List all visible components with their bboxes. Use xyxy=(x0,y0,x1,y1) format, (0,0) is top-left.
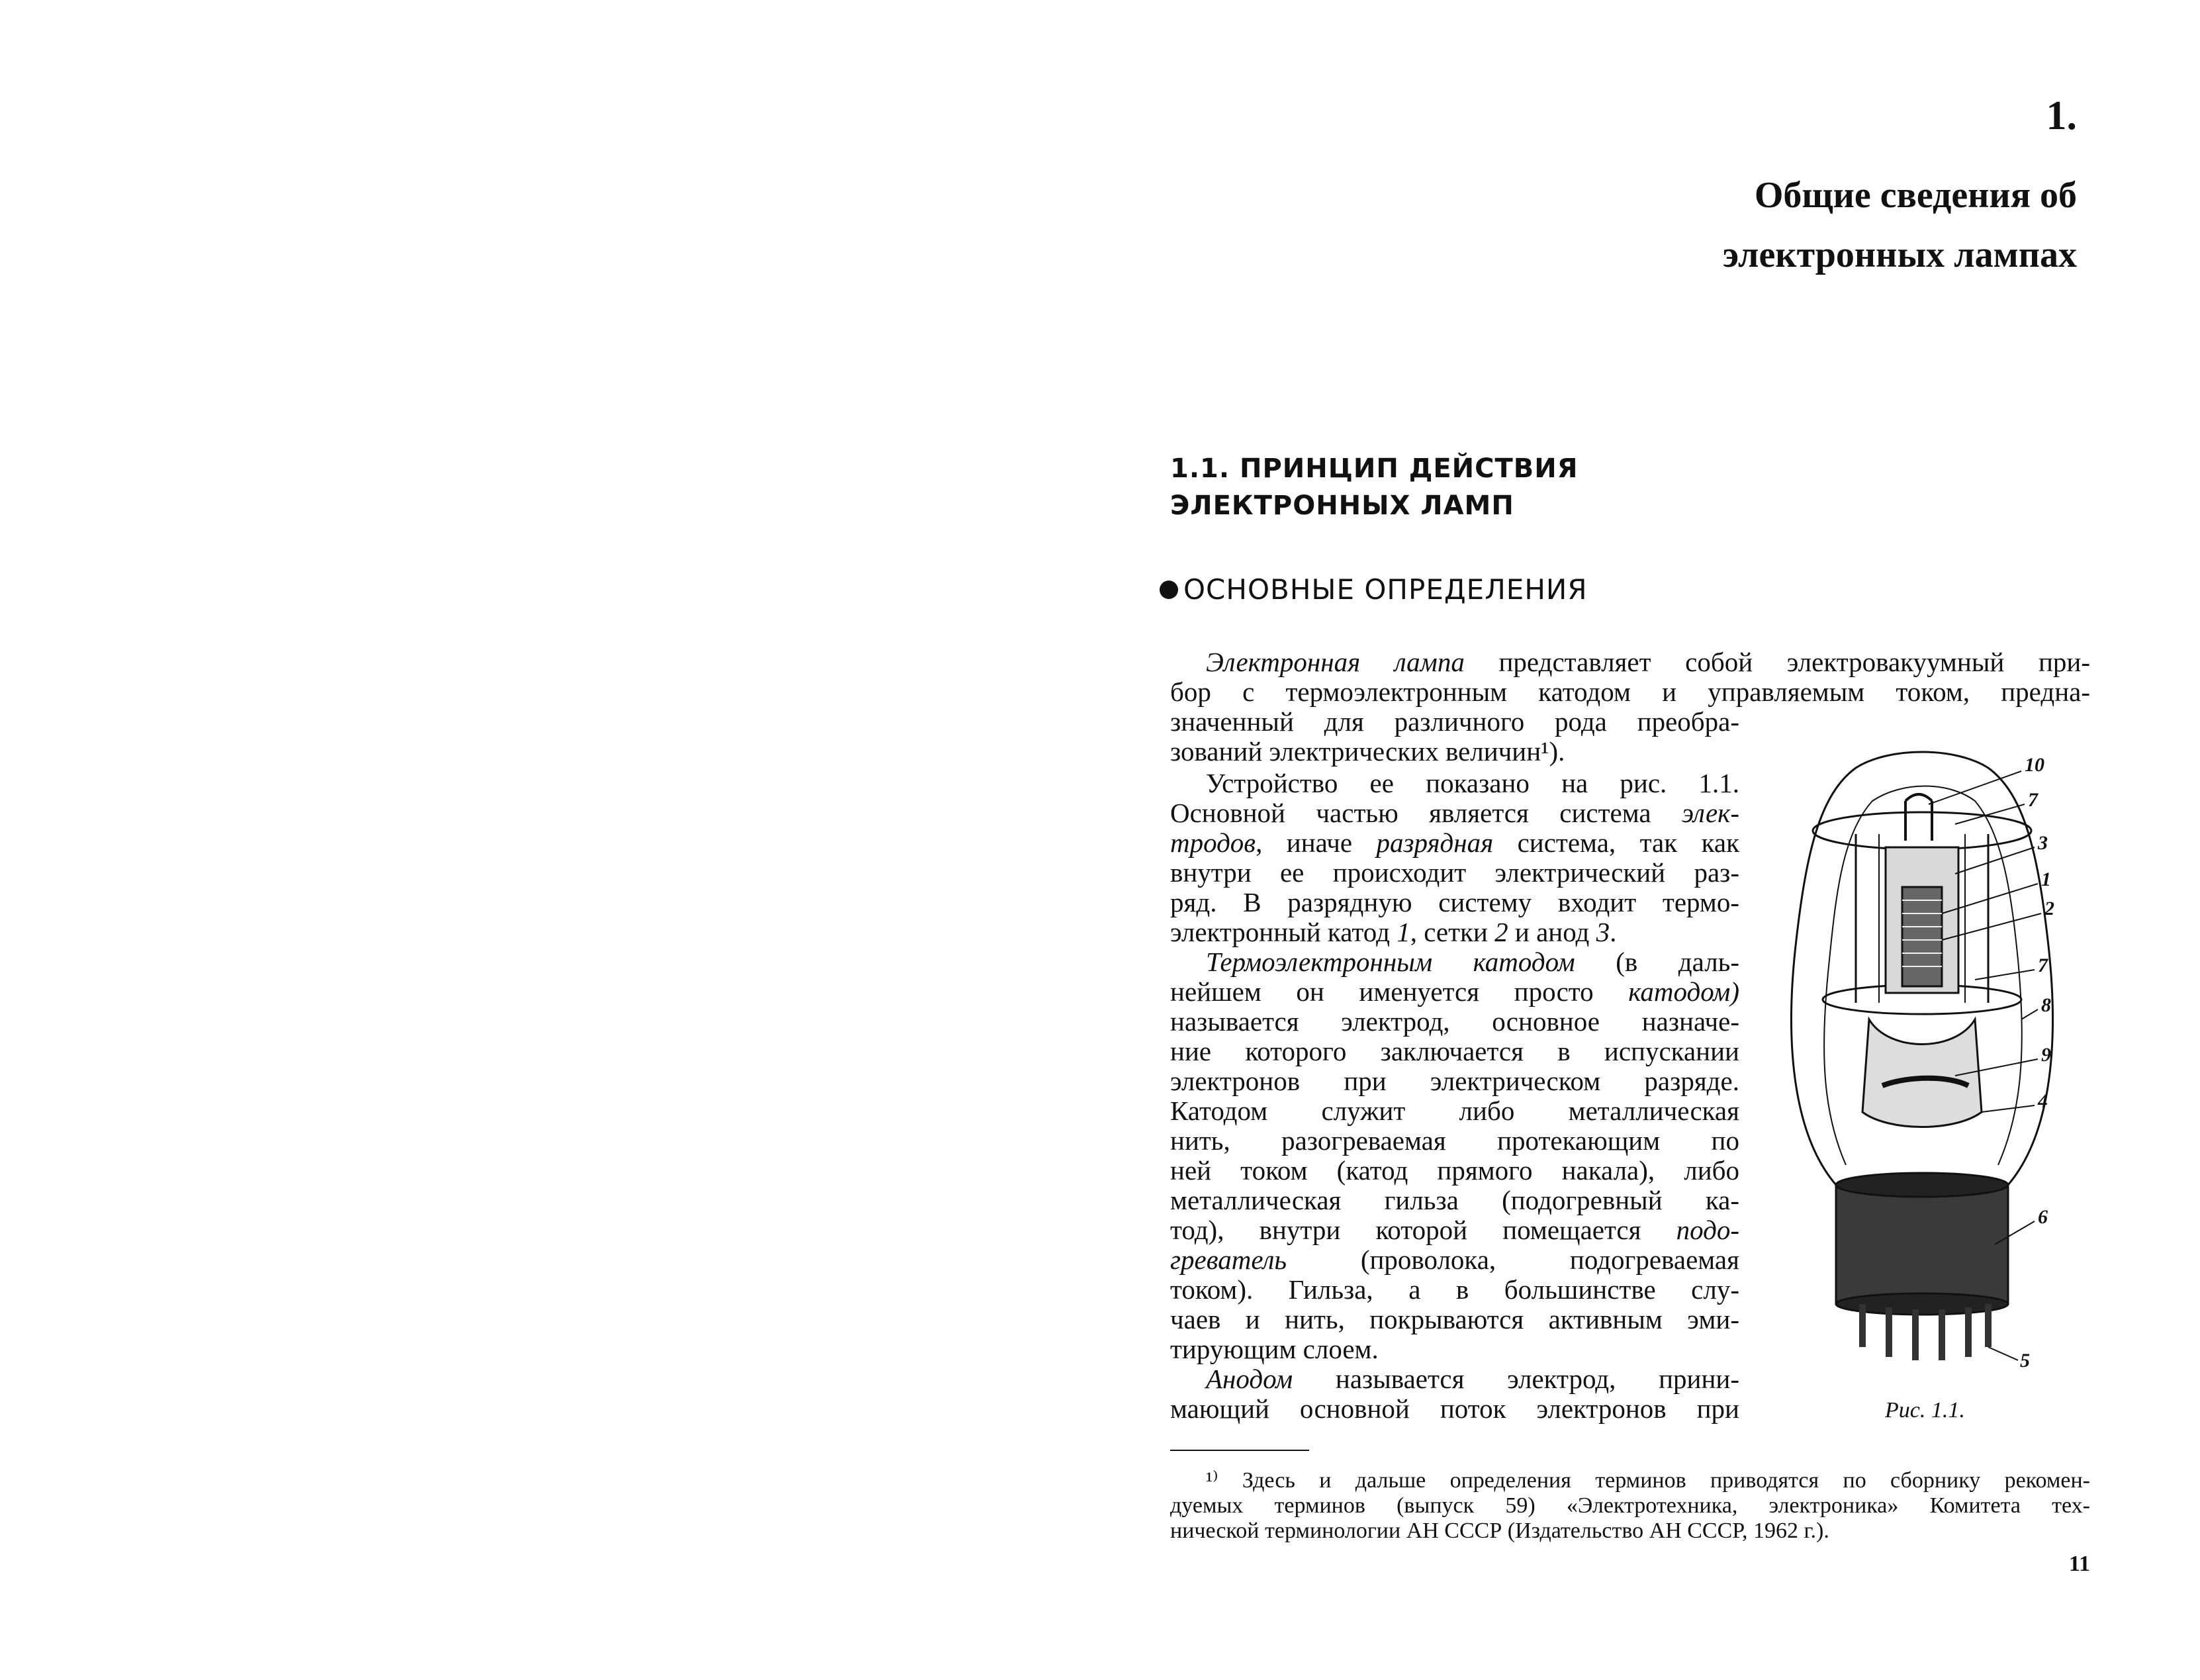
footnote-line: дуемых терминов (выпуск 59) «Электротехника, электроника» Комитета тех- xyxy=(1170,1493,2090,1518)
text-line xyxy=(1170,1364,1739,1394)
section-title xyxy=(1170,450,1579,524)
text-line: Катодом служит либо металлическая xyxy=(1170,1096,1739,1126)
label-9: 9 xyxy=(2041,1044,2051,1066)
text-span: представляет собой электровакуумный при- xyxy=(1464,647,2090,677)
text-line: называется электрод, основное назначе- xyxy=(1170,1006,1739,1037)
chapter-title xyxy=(1481,165,2077,285)
text-line: электронов при электрическом разряде. xyxy=(1170,1066,1739,1096)
text-span: , иначе xyxy=(1256,827,1377,858)
subsection-heading xyxy=(1160,573,1588,606)
section-title-line-1: 1.1. ПРИНЦИП ДЕЙСТВИЯ xyxy=(1170,453,1579,484)
tube-base xyxy=(1836,1185,2008,1304)
text-line xyxy=(1170,1215,1739,1245)
chapter-number: 1. xyxy=(2046,93,2077,138)
text-span: , сетки xyxy=(1410,917,1495,947)
text-line xyxy=(1170,828,1739,858)
page-number: 11 xyxy=(2068,1552,2090,1576)
text-line xyxy=(1170,917,1739,947)
text-line xyxy=(1170,947,1739,977)
text-line: значенный для различного рода преобра- xyxy=(1170,706,1739,737)
label-2: 2 xyxy=(2044,898,2054,919)
text-line: внутри ее происходит электрический раз- xyxy=(1170,857,1739,888)
figure-caption: Рис. 1.1. xyxy=(1885,1398,1965,1423)
top-mica xyxy=(1813,812,2031,849)
label-1: 1 xyxy=(2041,868,2051,890)
text-line: Устройство ее показано на рис. 1.1. xyxy=(1206,768,1739,798)
term-anode: Анодом xyxy=(1206,1364,1293,1394)
text-line xyxy=(1170,977,1739,1007)
footnote-line: нической терминологии АН СССР (Издательство АН СССР, 1962 г.). xyxy=(1170,1518,1829,1543)
bullet-icon xyxy=(1160,581,1178,599)
text-line: тирующим слоем. xyxy=(1170,1334,1379,1364)
text-span: (проволока, подогреваемая xyxy=(1287,1244,1739,1275)
term-discharge: разрядная xyxy=(1376,827,1494,858)
label-8: 8 xyxy=(2041,994,2051,1016)
text-span: Основной частью является система xyxy=(1170,798,1682,828)
label-7a: 7 xyxy=(2028,789,2038,811)
grid xyxy=(1902,887,1942,986)
footnote-divider xyxy=(1170,1450,1309,1451)
chapter-title-line-1: Общие сведения об xyxy=(1754,175,2077,216)
text-line: ряд. В разрядную систему входит термо- xyxy=(1170,887,1739,917)
top-clip xyxy=(1905,794,1932,841)
term-electrodes: элек- xyxy=(1682,798,1739,828)
vacuum-tube-figure xyxy=(1757,741,2087,1377)
text-line: мающий основной поток электронов при xyxy=(1170,1393,1739,1424)
text-span: (в даль- xyxy=(1575,947,1740,977)
label-4: 4 xyxy=(2038,1090,2048,1112)
footnote-line: ¹⁾ Здесь и дальше определения терминов приводятся по сборнику рекомен- xyxy=(1206,1468,2090,1493)
ref-number: 2 xyxy=(1494,917,1508,947)
term-thermionic-cathode: Термоэлектронным катодом xyxy=(1206,947,1575,977)
label-6: 6 xyxy=(2038,1206,2048,1228)
text-span: тод), внутри которой помещается xyxy=(1170,1215,1676,1245)
text-line: чаев и нить, покрываются активным эми- xyxy=(1170,1304,1739,1334)
ref-number: 1 xyxy=(1397,917,1410,947)
text-line: металлическая гильза (подогревный ка- xyxy=(1170,1185,1739,1215)
label-10: 10 xyxy=(2025,754,2044,776)
stem-press xyxy=(1862,1019,1982,1127)
chapter-title-line-2: электронных лампах xyxy=(1722,234,2077,275)
text-line: бор с термоэлектронным катодом и управляемым током, предна- xyxy=(1170,677,2090,707)
term-electrodes-end: тродов xyxy=(1170,827,1256,858)
text-span: и анод xyxy=(1508,917,1596,947)
text-line: ние которого заключается в испускании xyxy=(1170,1036,1739,1066)
text-line xyxy=(1170,1245,1739,1275)
text-span: электронный катод xyxy=(1170,917,1397,947)
label-7b: 7 xyxy=(2038,955,2048,976)
text-span: называется электрод, прини- xyxy=(1293,1364,1739,1394)
ref-number: 3 xyxy=(1596,917,1610,947)
text-span: нейшем он именуется просто xyxy=(1170,976,1629,1007)
label-3: 3 xyxy=(2038,832,2048,854)
text-line: током). Гильза, а в большинстве слу- xyxy=(1170,1274,1739,1305)
label-5: 5 xyxy=(2020,1350,2030,1372)
text-line xyxy=(1170,647,2090,677)
text-line: ней током (катод прямого накала), либо xyxy=(1170,1155,1739,1186)
section-title-line-2: ЭЛЕКТРОННЫХ ЛАМП xyxy=(1170,490,1514,521)
text-span: система, так как xyxy=(1493,827,1739,858)
term-heater: подо- xyxy=(1676,1215,1739,1245)
subsection-heading-text: ОСНОВНЫЕ ОПРЕДЕЛЕНИЯ xyxy=(1183,573,1588,606)
term-heater-end: греватель xyxy=(1170,1244,1287,1275)
text-line xyxy=(1170,798,1739,828)
text-line: нить, разогреваемая протекающим по xyxy=(1170,1125,1739,1156)
term-electron-tube: Электронная лампа xyxy=(1206,647,1465,677)
text-span: . xyxy=(1610,917,1617,947)
term-cathode: катодом) xyxy=(1628,976,1739,1007)
text-line: зований электрических величин¹). xyxy=(1170,736,1565,767)
